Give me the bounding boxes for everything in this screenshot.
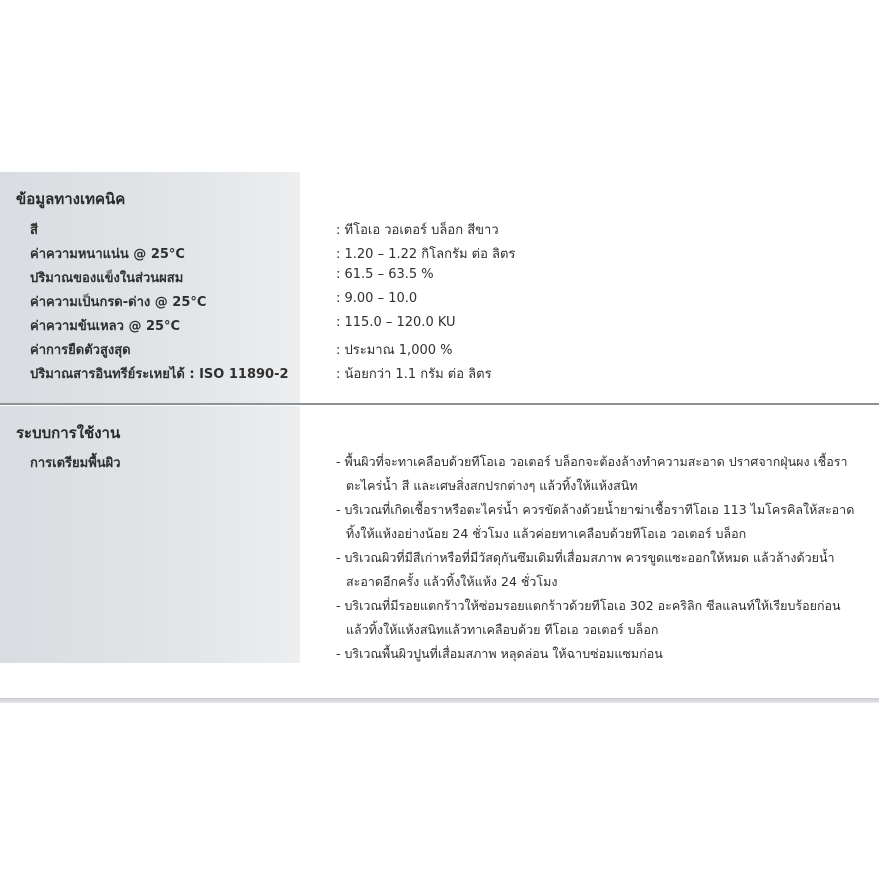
list-item-line: สะอาดอีกครั้ง แล้วทิ้งให้แห้ง 24 ชั่วโมง <box>346 574 558 589</box>
list-item <box>336 450 866 498</box>
list-item <box>336 498 866 546</box>
list-item-line: - พื้นผิวที่จะทาเคลือบด้วยทีโอเอ วอเตอร์ บล็อกจะต้องล้างทำความสะอาด ปราศจากฝุ่นผง เชื้อรา <box>336 454 848 469</box>
spec-row-color <box>0 219 879 243</box>
spec-label: ค่าความข้นเหลว @ 25°C <box>30 319 181 334</box>
list-item-line: - บริเวณที่เกิดเชื้อราหรือตะไคร่น้ำ ควรขัดล้างด้วยน้ำยาฆ่าเชื้อราทีโอเอ 113 ไมโครคิลให้สะอาด <box>336 502 855 517</box>
spec-value: : 1.20 – 1.22 กิโลกรัม ต่อ ลิตร <box>336 247 516 262</box>
spec-label: ปริมาณของแข็งในส่วนผสม <box>30 271 184 286</box>
list-item-line: ทิ้งให้แห้งอย่างน้อย 24 ชั่วโมง แล้วค่อยทาเคลือบด้วยทีโอเอ วอเตอร์ บล็อก <box>346 526 747 541</box>
spec-value: : ทีโอเอ วอเตอร์ บล็อก สีขาว <box>336 223 499 238</box>
list-item-line: - บริเวณผิวที่มีสีเก่าหรือที่มีวัสดุกันซึมเดิมที่เสื่อมสภาพ ควรขูดแซะออกให้หมด แล้วล้างด้วยน้ำ <box>336 550 835 565</box>
list-item-line: - บริเวณพื้นผิวปูนที่เสื่อมสภาพ หลุดล่อน ให้ฉาบซ่อมแซมก่อน <box>336 646 663 661</box>
list-item <box>336 594 866 642</box>
spec-label: ปริมาณสารอินทรีย์ระเหยได้ : ISO 11890-2 <box>30 367 289 382</box>
spec-value: : น้อยกว่า 1.1 กรัม ต่อ ลิตร <box>336 367 492 382</box>
spec-value: : 61.5 – 63.5 % <box>336 267 434 282</box>
spec-value: : 115.0 – 120.0 KU <box>336 315 456 330</box>
spec-row-viscosity <box>0 315 879 339</box>
spec-row-density <box>0 243 879 267</box>
usage-section-title: ระบบการใช้งาน <box>16 424 121 442</box>
spec-value: : 9.00 – 10.0 <box>336 291 418 306</box>
list-item-line: - บริเวณที่มีรอยแตกร้าวให้ซ่อมรอยแตกร้าวด้วยทีโอเอ 302 อะคริลิก ซีลแลนท์ให้เรียบร้อยก่อน <box>336 598 841 613</box>
spec-label: ค่าการยืดตัวสูงสุด <box>30 343 131 358</box>
spec-row-ph <box>0 291 879 315</box>
list-item <box>336 546 866 594</box>
spec-row-voc <box>0 363 879 387</box>
spec-label: ค่าความหนาแน่น @ 25°C <box>30 247 185 262</box>
spec-row-solids <box>0 267 879 291</box>
list-item <box>336 642 866 666</box>
list-item-line: แล้วทิ้งให้แห้งสนิทแล้วทาเคลือบด้วย ทีโอเอ วอเตอร์ บล็อก <box>346 622 659 637</box>
surface-prep-list <box>336 450 866 666</box>
bottom-divider <box>0 698 879 703</box>
spec-row-elongation <box>0 339 879 363</box>
spec-value: : ประมาณ 1,000 % <box>336 343 453 358</box>
list-item-line: ตะไคร่น้ำ สี และเศษสิ่งสกปรกต่างๆ แล้วทิ้งให้แห้งสนิท <box>346 478 638 493</box>
spec-label: ค่าความเป็นกรด-ด่าง @ 25°C <box>30 295 207 310</box>
spec-label: สี <box>30 223 38 238</box>
technical-section-title: ข้อมูลทางเทคนิค <box>16 190 126 208</box>
section-divider <box>0 403 879 405</box>
surface-prep-label: การเตรียมพื้นผิว <box>30 456 121 471</box>
